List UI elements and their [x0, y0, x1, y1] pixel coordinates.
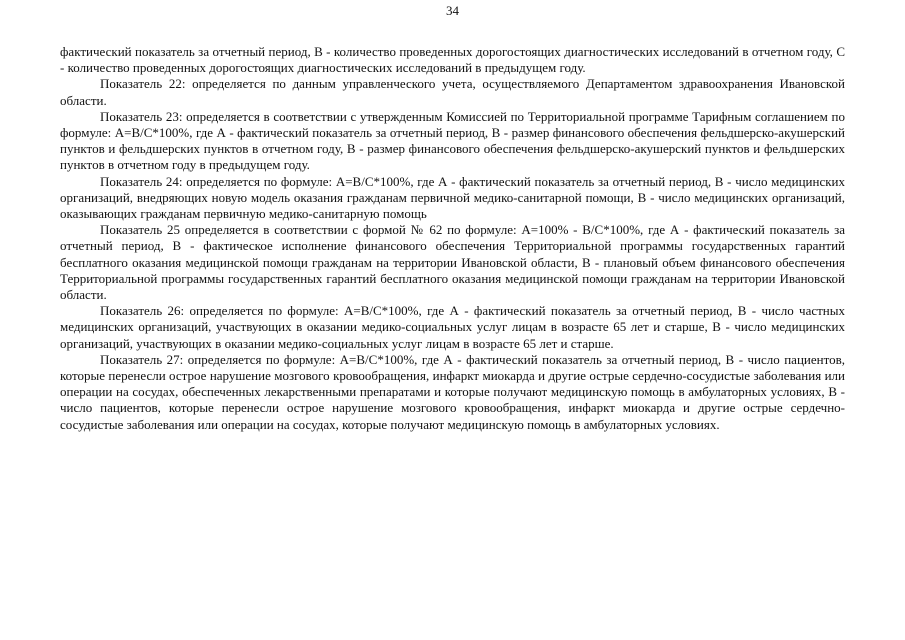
paragraph-continuation: фактический показатель за отчетный период, В - количество проведенных дорогостоящих диагностических исследований в отчетном году, С - количество проведенных дорогостоящих диагностических исследований в предыдущем году. [60, 44, 845, 76]
page-number: 34 [446, 3, 459, 18]
paragraph-indicator-27: Показатель 27: определяется по формуле: А=В/С*100%, где А - фактический показатель за отчетный период, В - число пациентов, которые перенесли острое нарушение мозгового кровообращения, инфаркт миокарда и другие острые сердечно-сосудистые заболевания или операции на сосудах, обеспеченных лекарственными препаратами и которые получают медицинскую помощь в амбулаторных условиях, В - число пациентов, которые перенесли острое нарушение мозгового кровообращения, инфаркт миокарда и другие острые сердечно-сосудистые заболевания или операции на сосудах, которые получают медицинскую помощь в амбулаторных условиях. [60, 351, 845, 432]
paragraph-indicator-26: Показатель 26: определяется по формуле: А=В/С*100%, где А - фактический показатель за отчетный период, В - число частных медицинских организаций, участвующих в оказании медико-социальных услуг лицам в возрасте 65 лет и старше, В - число медицинских организаций, участвующих в оказании медико-социальных услуг лицам в возрасте 65 лет и старше. [60, 303, 845, 351]
paragraph-indicator-24: Показатель 24: определяется по формуле: А=В/С*100%, где А - фактический показатель за отчетный период, В - число медицинских организаций, внедряющих новую модель оказания гражданам первичной медико-санитарной помощи, В - число медицинских организаций, оказывающих гражданам первичную медико-санитарную помощь [60, 173, 845, 222]
document-body [60, 44, 845, 433]
paragraph-indicator-22: Показатель 22: определяется по данным управленческого учета, осуществляемого Департаментом здравоохранения Ивановской области. [60, 76, 845, 108]
paragraph-indicator-25: Показатель 25 определяется в соответствии с формой № 62 по формуле: А=100% - В/С*100%, где А - фактический показатель за отчетный период, В - фактическое исполнение финансового обеспечения Территориальной программы государственных гарантий бесплатного оказания медицинской помощи гражданам на территории Ивановской области, В - плановый объем финансового обеспечения Территориальной программы государственных гарантий бесплатного оказания медицинской помощи гражданам на территории Ивановской области. [60, 222, 845, 303]
paragraph-indicator-23: Показатель 23: определяется в соответствии с утвержденным Комиссией по Территориальной программе Тарифным соглашением по формуле: А=В/С*100%, где А - фактический показатель за отчетный период, В - размер финансового обеспечения фельдшерско-акушерский пунктов и фельдшерских пунктов в отчетном году, В - размер финансового обеспечения фельдшерско-акушерский пунктов и фельдшерских пунктов в отчетном году в предыдущем году. [60, 108, 845, 173]
